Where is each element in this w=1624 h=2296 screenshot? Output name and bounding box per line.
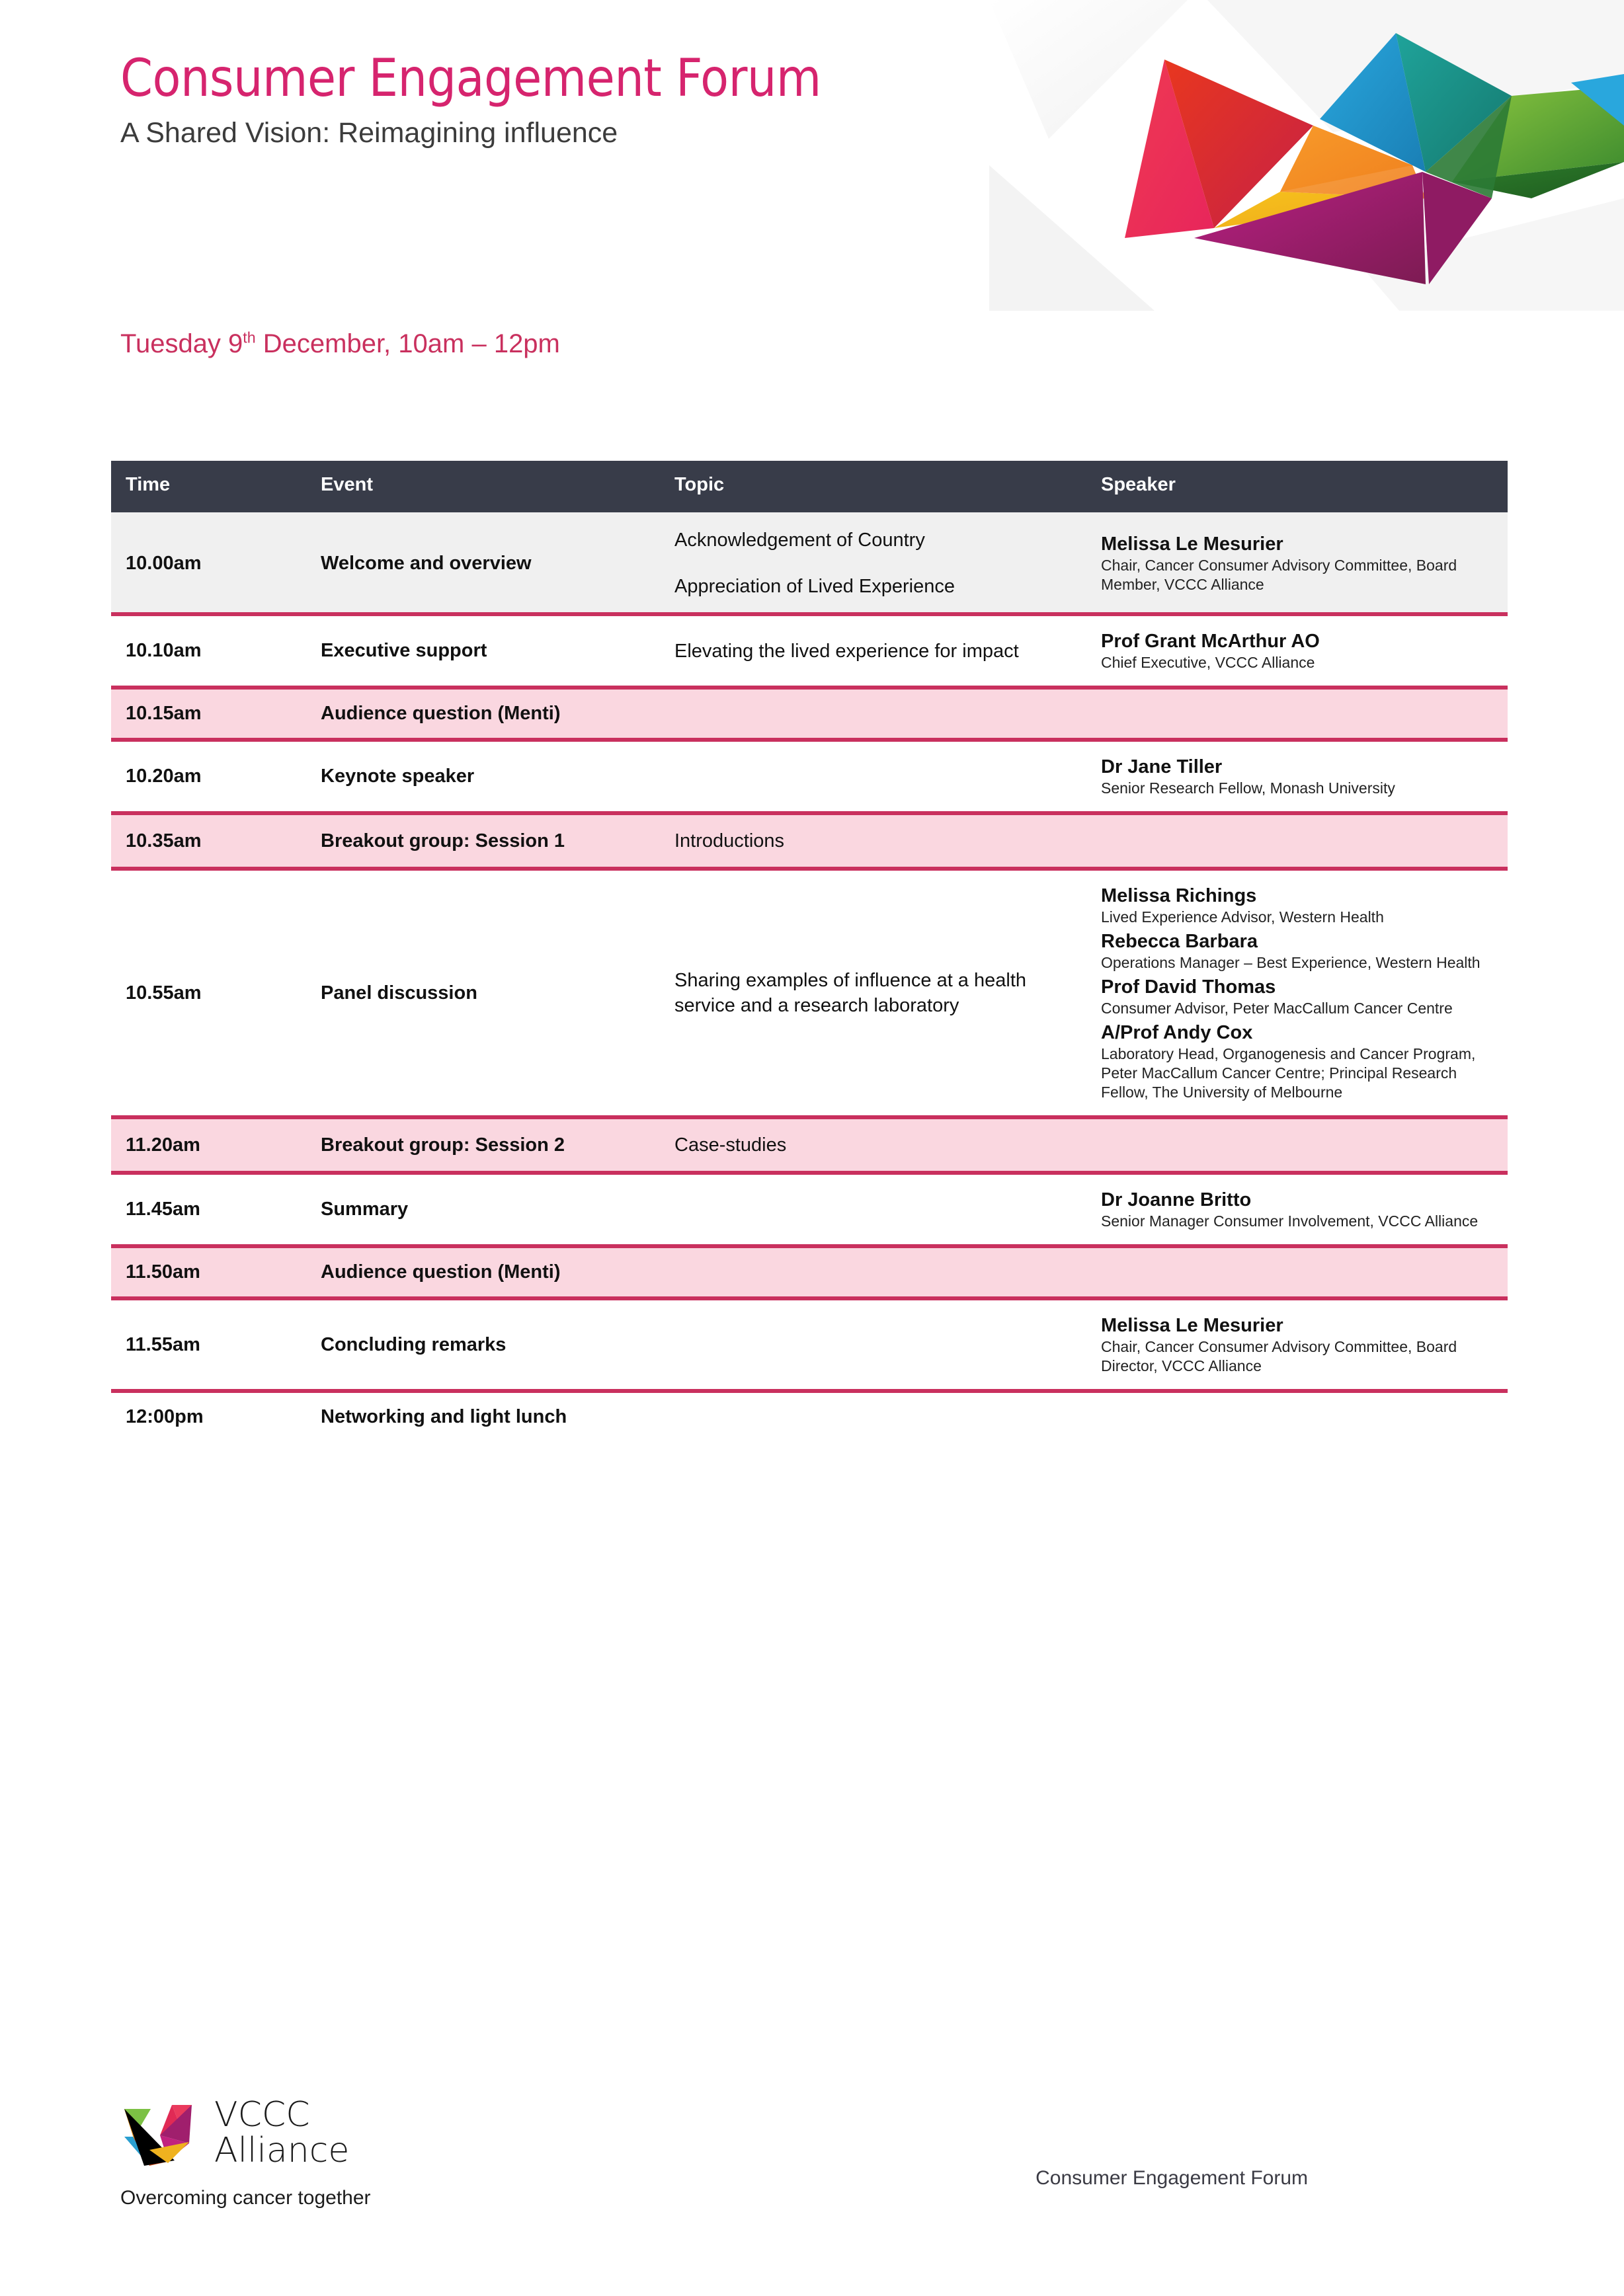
speaker-role: Laboratory Head, Organogenesis and Cancer Program, Peter MacCallum Cancer Centre; Principal Research Fellow, The University of Melbourne: [1101, 1045, 1476, 1101]
event-date-prefix: Tuesday 9: [120, 329, 243, 358]
speaker-role: Operations Manager – Best Experience, Western Health: [1101, 954, 1481, 971]
cell-event: Summary: [306, 1173, 660, 1246]
topic-line: Appreciation of Lived Experience: [674, 576, 955, 597]
speaker-role: Chair, Cancer Consumer Advisory Committee, Board Member, VCCC Alliance: [1101, 557, 1457, 593]
cell-event: Breakout group: Session 2: [306, 1117, 660, 1173]
logo-wordmark-line1: VCCC: [214, 2095, 310, 2135]
speaker-name: Rebecca Barbara: [1101, 931, 1258, 952]
header-decorative-graphic: [989, 0, 1624, 311]
table-row: [111, 688, 1508, 740]
column-header-time: Time: [111, 461, 306, 512]
speaker-entry: [1101, 755, 1489, 798]
cell-speaker: [1086, 869, 1508, 1117]
logo-tagline: Overcoming cancer together: [120, 2187, 371, 2209]
cell-time: 10.35am: [111, 813, 306, 869]
speaker-name: Melissa Richings: [1101, 885, 1257, 906]
table-row: [111, 1117, 1508, 1173]
agenda-table-head: [111, 461, 1508, 512]
column-header-event: Event: [306, 461, 660, 512]
table-row: [111, 1246, 1508, 1298]
speaker-entry: [1101, 532, 1489, 594]
speaker-name: Melissa Le Mesurier: [1101, 1315, 1283, 1336]
cell-speaker: [1086, 1117, 1508, 1173]
cell-time: 11.50am: [111, 1246, 306, 1298]
cell-topic: [660, 1117, 1086, 1173]
cell-time: 11.20am: [111, 1117, 306, 1173]
speaker-entry: [1101, 629, 1489, 672]
cell-time: 11.45am: [111, 1173, 306, 1246]
cell-topic: [660, 813, 1086, 869]
speaker-role: Senior Manager Consumer Involvement, VCCC Alliance: [1101, 1212, 1479, 1230]
speaker-entry: [1101, 975, 1489, 1018]
cell-topic: [660, 1246, 1086, 1298]
title-block: [120, 49, 1046, 149]
speaker-role: Senior Research Fellow, Monash University: [1101, 779, 1395, 797]
cell-time: 12:00pm: [111, 1391, 306, 1443]
page-subtitle: A Shared Vision: Reimagining influence: [120, 117, 618, 149]
speaker-name: Prof Grant McArthur AO: [1101, 631, 1320, 652]
cell-event: Breakout group: Session 1: [306, 813, 660, 869]
table-row: [111, 813, 1508, 869]
cell-speaker: [1086, 1173, 1508, 1246]
table-row: [111, 869, 1508, 1117]
cell-topic: [660, 1391, 1086, 1443]
logo-wordmark: [214, 2097, 349, 2168]
speaker-entry: [1101, 1314, 1489, 1376]
cell-speaker: [1086, 1246, 1508, 1298]
cell-speaker: [1086, 813, 1508, 869]
speaker-role: Consumer Advisor, Peter MacCallum Cancer Centre: [1101, 1000, 1453, 1017]
vccc-alliance-logo: [120, 2097, 398, 2209]
cell-topic: [660, 869, 1086, 1117]
cell-time: 10.10am: [111, 614, 306, 688]
speaker-name: Melissa Le Mesurier: [1101, 534, 1283, 555]
footer-document-name: Consumer Engagement Forum: [1035, 2167, 1308, 2189]
cell-speaker: [1086, 688, 1508, 740]
speaker-entry: [1101, 1021, 1489, 1102]
cell-topic: [660, 688, 1086, 740]
event-date-ordinal: th: [243, 329, 256, 346]
topic-line: Elevating the lived experience for impact: [674, 640, 1019, 662]
cell-event: Networking and light lunch: [306, 1391, 660, 1443]
cell-event: Audience question (Menti): [306, 688, 660, 740]
speaker-name: A/Prof Andy Cox: [1101, 1022, 1253, 1043]
speaker-role: Chair, Cancer Consumer Advisory Committee, Board Director, VCCC Alliance: [1101, 1338, 1457, 1374]
cell-speaker: [1086, 740, 1508, 813]
column-header-speaker: Speaker: [1086, 461, 1508, 512]
event-date: [120, 329, 560, 359]
speaker-entry: [1101, 884, 1489, 927]
cell-event: Panel discussion: [306, 869, 660, 1117]
topic-line: Sharing examples of influence at a health service and a research laboratory: [674, 970, 1027, 1016]
cell-topic: [660, 614, 1086, 688]
table-row: [111, 1391, 1508, 1443]
column-header-topic: Topic: [660, 461, 1086, 512]
event-date-suffix: December, 10am – 12pm: [255, 329, 560, 358]
speaker-name: Dr Jane Tiller: [1101, 756, 1223, 777]
table-header-row: [111, 461, 1508, 512]
cell-speaker: [1086, 1298, 1508, 1391]
topic-line: Acknowledgement of Country: [674, 530, 925, 551]
speaker-entry: [1101, 930, 1489, 972]
cell-topic: [660, 1298, 1086, 1391]
agenda-table-body: [111, 512, 1508, 1443]
cell-event: Executive support: [306, 614, 660, 688]
speaker-entry: [1101, 1188, 1489, 1231]
speaker-role: Lived Experience Advisor, Western Health: [1101, 908, 1384, 926]
cell-speaker: [1086, 512, 1508, 614]
cell-topic: [660, 512, 1086, 614]
topic-line: Introductions: [674, 830, 785, 851]
cell-speaker: [1086, 614, 1508, 688]
cell-event: Welcome and overview: [306, 512, 660, 614]
table-row: [111, 614, 1508, 688]
logo-wordmark-line2: Alliance: [214, 2131, 350, 2170]
cell-time: 11.55am: [111, 1298, 306, 1391]
table-row: [111, 512, 1508, 614]
cell-event: Audience question (Menti): [306, 1246, 660, 1298]
cell-event: Concluding remarks: [306, 1298, 660, 1391]
cell-time: 10.20am: [111, 740, 306, 813]
speaker-name: Dr Joanne Britto: [1101, 1189, 1252, 1210]
table-row: [111, 1173, 1508, 1246]
speaker-name: Prof David Thomas: [1101, 976, 1276, 998]
agenda-table: [111, 461, 1508, 1445]
topic-line: Case-studies: [674, 1134, 787, 1156]
cell-speaker: [1086, 1391, 1508, 1443]
cell-time: 10.15am: [111, 688, 306, 740]
speaker-role: Chief Executive, VCCC Alliance: [1101, 654, 1315, 671]
cell-time: 10.55am: [111, 869, 306, 1117]
table-row: [111, 740, 1508, 813]
table-row: [111, 1298, 1508, 1391]
vccc-fan-mark-icon: [120, 2097, 205, 2176]
cell-topic: [660, 740, 1086, 813]
cell-time: 10.00am: [111, 512, 306, 614]
cell-topic: [660, 1173, 1086, 1246]
cell-event: Keynote speaker: [306, 740, 660, 813]
page-title: Consumer Engagement Forum: [120, 49, 821, 108]
